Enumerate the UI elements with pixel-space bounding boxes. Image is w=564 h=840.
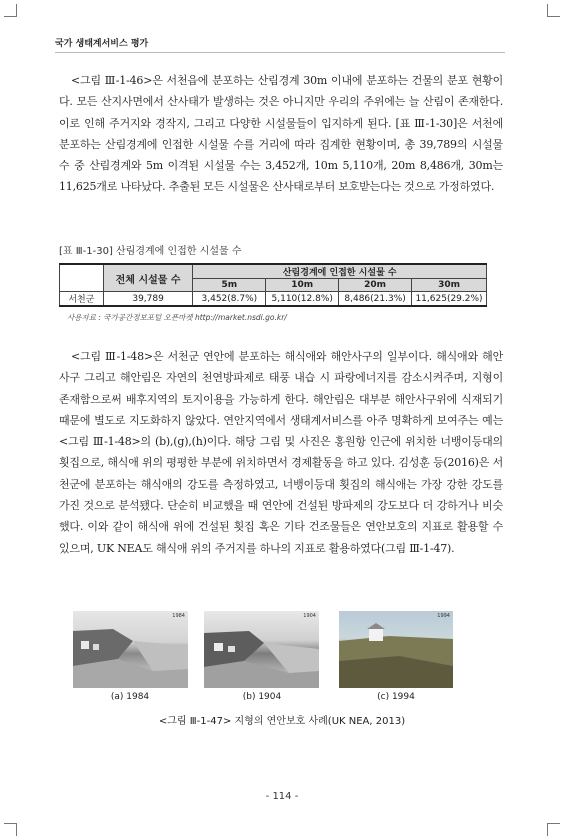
photo-year-stamp: 1994 — [437, 613, 450, 619]
figure-caption: <그림 Ⅲ-1-47> 지형의 연안보호 사례(UK NEA, 2013) — [158, 716, 406, 727]
crop-mark-bottom-left — [4, 823, 17, 836]
table-header-total: 전체 시설물 수 — [103, 264, 193, 292]
table-header-distance: 10m — [266, 279, 339, 292]
crop-mark-bottom-right — [547, 823, 560, 836]
table-header-distance: 30m — [412, 279, 487, 292]
photo-year-stamp: 1904 — [303, 613, 316, 619]
coast-photo-drawing — [204, 611, 319, 688]
table-header-group: 산림경계에 인접한 시설물 수 — [193, 264, 487, 279]
crop-mark-top-left — [4, 4, 17, 17]
facility-count-table — [59, 263, 487, 307]
coast-photo-drawing — [73, 611, 188, 688]
running-header: 국가 생태계서비스 평가 — [55, 39, 149, 49]
page-number: - 114 - — [265, 791, 299, 802]
table-source-note: 사용자료 : 국가공간정보포털 오픈마켓 http://market.nsdi.go.kr/ — [67, 313, 287, 322]
photo-year-stamp: 1984 — [172, 613, 185, 619]
table-corner-cell — [60, 264, 104, 292]
photo-label: (a) 1984 — [110, 692, 150, 702]
photo-label: (c) 1994 — [377, 692, 415, 702]
table-header-distance: 20m — [339, 279, 412, 292]
table-header-distance: 5m — [193, 279, 266, 292]
coast-photo-1994 — [339, 611, 453, 688]
header-rule — [55, 52, 505, 53]
crop-mark-top-right — [547, 4, 560, 17]
table-cell: 3,452(8.7%) — [193, 292, 266, 307]
coast-photo-drawing — [339, 611, 453, 688]
paragraph-coastal-protection: <그림 Ⅲ-1-48>은 서천군 연안에 분포하는 해식애와 해안사구의 일부이다. 해식애와 해안사구 그리고 해안림은 자연의 천연방파제로 태풍 내습 시 파랑에너지를 감소시켜주며, 지형이 존재함으로써 배후지역의 토지이용을 가능하게 한다. 해안림은 대부분 해안사구위에 식재되기 때문에 별도로 지도화하지 않았다. 연안지역에서 생태계서비스를 아주 명확하게 보여주는 예는 <그림 Ⅲ-1-48>의 (b),(g),(h)이다. 해당 그림 및 사진은 홍원항 인근에 위치한 너뱅이등대의 횟집으로, 해식애 위의 평평한 부분에 위치하면서 경제활동을 하고 있다. 김성훈 등(2016)은 서천군에 분포하는 해식애의 강도를 측정하였고, 너뱅이등대 횟집의 해식애는 가장 강한 강도를 가진 것으로 분석됐다. 단순히 비교했을 때 연안에 건설된 방파제의 강도보다 더 강하거나 비슷했다. 이와 같이 해식애 위에 건설된 횟집 혹은 기타 건조물들은 연안보호의 지표로 활용할 수 있으며, UK NEA도 해식애 위의 주거지를 하나의 지표로 활용하였다(그림 Ⅲ-1-47). — [59, 350, 503, 555]
table-caption: [표 Ⅲ-1-30] 산림경계에 인접한 시설물 수 — [59, 246, 242, 257]
paragraph-forest-boundary: <그림 Ⅲ-1-46>은 서천읍에 분포하는 산림경계 30m 이내에 분포하는 건물의 분포 현황이다. 모든 산지사면에서 산사태가 발생하는 것은 아니지만 우리의 주위에는 늘 산림이 존재한다. 이로 인해 주거지와 경작지, 그리고 다양한 시설물들이 입지하게 된다. [표 Ⅲ-1-30]은 서천에 분포하는 산림경계에 인접한 시설물 수를 거리에 따라 집계한 현황이며, 총 39,789의 시설물 수 중 산림경계와 5m 이격된 시설물 수는 3,452개, 10m 5,110개, 20m 8,486개, 30m는 11,625개로 나타났다. 추출된 모든 시설물은 산사태로부터 보호받는다는 것으로 가정하였다. — [59, 74, 503, 194]
table-cell-region: 서천군 — [60, 292, 104, 307]
coast-photo-1984 — [73, 611, 188, 688]
table-cell: 5,110(12.8%) — [266, 292, 339, 307]
table-cell-total: 39,789 — [103, 292, 193, 307]
table-row — [60, 292, 487, 307]
table-cell: 11,625(29.2%) — [412, 292, 487, 307]
coast-photo-1904 — [204, 611, 319, 688]
table-cell: 8,486(21.3%) — [339, 292, 412, 307]
photo-label: (b) 1904 — [242, 692, 282, 702]
